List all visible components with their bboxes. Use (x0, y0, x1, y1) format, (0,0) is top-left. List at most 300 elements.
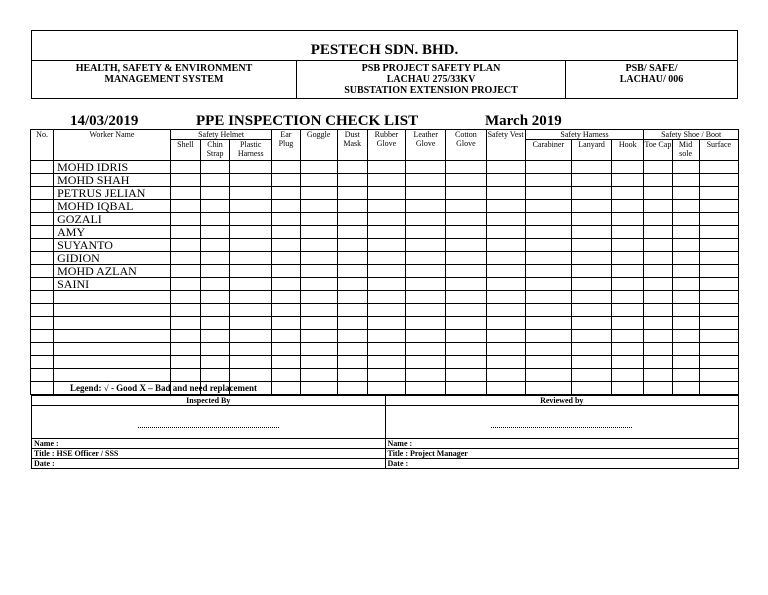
check-cell[interactable] (525, 174, 571, 187)
check-cell[interactable] (644, 304, 672, 317)
check-cell[interactable] (612, 239, 644, 252)
check-cell[interactable] (300, 317, 337, 330)
worker-name (54, 356, 171, 369)
check-cell[interactable] (230, 239, 272, 252)
check-cell[interactable] (525, 278, 571, 291)
check-cell[interactable] (230, 174, 272, 187)
check-cell[interactable] (486, 369, 525, 382)
check-cell[interactable] (200, 343, 229, 356)
check-cell[interactable] (672, 304, 699, 317)
check-cell[interactable] (367, 226, 405, 239)
inspector-date[interactable]: Date : (32, 459, 386, 469)
check-cell[interactable] (672, 369, 699, 382)
check-cell[interactable] (170, 304, 200, 317)
check-cell[interactable] (300, 278, 337, 291)
check-cell[interactable] (525, 317, 571, 330)
check-cell[interactable] (644, 382, 672, 395)
check-cell[interactable] (272, 382, 300, 395)
check-cell[interactable] (571, 382, 611, 395)
check-cell[interactable] (644, 187, 672, 200)
check-cell[interactable] (170, 330, 200, 343)
check-cell[interactable] (200, 317, 229, 330)
check-cell[interactable] (230, 187, 272, 200)
check-cell[interactable] (406, 317, 446, 330)
check-cell[interactable] (300, 174, 337, 187)
check-cell[interactable] (367, 200, 405, 213)
check-cell[interactable] (672, 239, 699, 252)
check-cell[interactable] (406, 252, 446, 265)
check-cell[interactable] (486, 187, 525, 200)
check-cell[interactable] (672, 252, 699, 265)
check-cell[interactable] (612, 382, 644, 395)
check-cell[interactable] (446, 226, 486, 239)
table-row (31, 330, 739, 343)
check-cell[interactable] (367, 330, 405, 343)
inspector-name[interactable]: Name : (32, 439, 386, 449)
check-cell[interactable] (300, 291, 337, 304)
check-cell[interactable] (170, 356, 200, 369)
check-cell[interactable] (486, 226, 525, 239)
check-cell[interactable] (672, 213, 699, 226)
check-cell[interactable] (367, 343, 405, 356)
check-cell[interactable] (272, 265, 300, 278)
check-cell[interactable] (699, 343, 738, 356)
check-cell[interactable] (486, 278, 525, 291)
check-cell[interactable] (446, 356, 486, 369)
check-cell[interactable] (699, 226, 738, 239)
check-cell[interactable] (367, 356, 405, 369)
check-cell[interactable] (170, 265, 200, 278)
check-cell[interactable] (571, 200, 611, 213)
check-cell[interactable] (337, 252, 367, 265)
check-cell[interactable] (337, 200, 367, 213)
check-cell[interactable] (200, 252, 229, 265)
check-cell[interactable] (571, 226, 611, 239)
check-cell[interactable] (644, 200, 672, 213)
check-cell[interactable] (200, 291, 229, 304)
check-cell[interactable] (170, 174, 200, 187)
check-cell[interactable] (571, 356, 611, 369)
check-cell[interactable] (446, 330, 486, 343)
check-cell[interactable] (672, 382, 699, 395)
check-cell[interactable] (699, 317, 738, 330)
check-cell[interactable] (644, 226, 672, 239)
check-cell[interactable] (644, 252, 672, 265)
check-cell[interactable] (672, 174, 699, 187)
check-cell[interactable] (200, 174, 229, 187)
check-cell[interactable] (672, 317, 699, 330)
check-cell[interactable] (612, 304, 644, 317)
check-cell[interactable] (486, 161, 525, 174)
check-cell[interactable] (446, 382, 486, 395)
check-cell[interactable] (525, 213, 571, 226)
check-cell[interactable] (406, 330, 446, 343)
check-cell[interactable] (571, 213, 611, 226)
check-cell[interactable] (300, 369, 337, 382)
check-cell[interactable] (300, 304, 337, 317)
check-cell[interactable] (699, 200, 738, 213)
check-cell[interactable] (571, 239, 611, 252)
check-cell[interactable] (525, 330, 571, 343)
row-number (31, 239, 54, 252)
check-cell[interactable] (644, 213, 672, 226)
check-cell[interactable] (672, 278, 699, 291)
check-cell[interactable] (486, 174, 525, 187)
check-cell[interactable] (612, 278, 644, 291)
check-cell[interactable] (337, 304, 367, 317)
check-cell[interactable] (337, 317, 367, 330)
check-cell[interactable] (571, 174, 611, 187)
check-cell[interactable] (612, 265, 644, 278)
check-cell[interactable] (170, 252, 200, 265)
check-cell[interactable] (644, 291, 672, 304)
reviewer-signature-field[interactable] (385, 406, 739, 439)
check-cell[interactable] (230, 265, 272, 278)
check-cell[interactable] (446, 161, 486, 174)
check-cell[interactable] (446, 343, 486, 356)
check-cell[interactable] (272, 252, 300, 265)
check-cell[interactable] (406, 226, 446, 239)
check-cell[interactable] (525, 252, 571, 265)
check-cell[interactable] (406, 382, 446, 395)
check-cell[interactable] (525, 369, 571, 382)
check-cell[interactable] (446, 187, 486, 200)
check-cell[interactable] (571, 304, 611, 317)
check-cell[interactable] (170, 343, 200, 356)
check-cell[interactable] (367, 369, 405, 382)
check-cell[interactable] (446, 239, 486, 252)
check-cell[interactable] (200, 369, 229, 382)
check-cell[interactable] (367, 304, 405, 317)
check-cell[interactable] (272, 239, 300, 252)
check-cell[interactable] (230, 369, 272, 382)
check-cell[interactable] (612, 369, 644, 382)
check-cell[interactable] (644, 343, 672, 356)
check-cell[interactable] (644, 265, 672, 278)
check-cell[interactable] (571, 369, 611, 382)
check-cell[interactable] (486, 200, 525, 213)
check-cell[interactable] (200, 187, 229, 200)
check-cell[interactable] (699, 356, 738, 369)
check-cell[interactable] (446, 291, 486, 304)
check-cell[interactable] (200, 278, 229, 291)
check-cell[interactable] (446, 200, 486, 213)
check-cell[interactable] (170, 239, 200, 252)
check-cell[interactable] (337, 369, 367, 382)
check-cell[interactable] (300, 161, 337, 174)
check-cell[interactable] (230, 291, 272, 304)
check-cell[interactable] (644, 174, 672, 187)
check-cell[interactable] (272, 226, 300, 239)
check-cell[interactable] (571, 330, 611, 343)
check-cell[interactable] (272, 330, 300, 343)
check-cell[interactable] (272, 304, 300, 317)
check-cell[interactable] (699, 304, 738, 317)
check-cell[interactable] (230, 343, 272, 356)
reviewer-name[interactable]: Name : (385, 439, 739, 449)
check-cell[interactable] (300, 356, 337, 369)
check-cell[interactable] (612, 356, 644, 369)
check-cell[interactable] (200, 356, 229, 369)
check-cell[interactable] (612, 161, 644, 174)
check-cell[interactable] (406, 356, 446, 369)
check-cell[interactable] (571, 343, 611, 356)
check-cell[interactable] (406, 174, 446, 187)
check-cell[interactable] (644, 278, 672, 291)
check-cell[interactable] (525, 343, 571, 356)
check-cell[interactable] (367, 317, 405, 330)
check-cell[interactable] (367, 278, 405, 291)
check-cell[interactable] (200, 265, 229, 278)
check-cell[interactable] (612, 187, 644, 200)
check-cell[interactable] (300, 200, 337, 213)
check-cell[interactable] (337, 356, 367, 369)
check-cell[interactable] (300, 343, 337, 356)
check-cell[interactable] (230, 304, 272, 317)
check-cell[interactable] (644, 161, 672, 174)
check-cell[interactable] (406, 161, 446, 174)
worker-name: MOHD AZLAN (54, 265, 171, 278)
check-cell[interactable] (446, 265, 486, 278)
check-cell[interactable] (699, 330, 738, 343)
check-cell[interactable] (337, 174, 367, 187)
check-cell[interactable] (406, 265, 446, 278)
check-cell[interactable] (170, 187, 200, 200)
check-cell[interactable] (367, 213, 405, 226)
inspection-date: 14/03/2019 (70, 113, 139, 129)
check-cell[interactable] (272, 278, 300, 291)
check-cell[interactable] (406, 187, 446, 200)
check-cell[interactable] (612, 317, 644, 330)
check-cell[interactable] (446, 174, 486, 187)
check-cell[interactable] (486, 343, 525, 356)
check-cell[interactable] (525, 226, 571, 239)
check-cell[interactable] (486, 317, 525, 330)
check-cell[interactable] (337, 161, 367, 174)
check-cell[interactable] (571, 161, 611, 174)
check-cell[interactable] (571, 265, 611, 278)
check-cell[interactable] (200, 304, 229, 317)
check-cell[interactable] (406, 239, 446, 252)
check-cell[interactable] (200, 200, 229, 213)
check-cell[interactable] (170, 291, 200, 304)
check-cell[interactable] (170, 200, 200, 213)
check-cell[interactable] (699, 174, 738, 187)
check-cell[interactable] (337, 278, 367, 291)
check-cell[interactable] (446, 213, 486, 226)
check-cell[interactable] (486, 213, 525, 226)
check-cell[interactable] (337, 239, 367, 252)
check-cell[interactable] (612, 213, 644, 226)
check-cell[interactable] (230, 200, 272, 213)
check-cell[interactable] (486, 252, 525, 265)
check-cell[interactable] (406, 213, 446, 226)
check-cell[interactable] (300, 330, 337, 343)
check-cell[interactable] (486, 239, 525, 252)
check-cell[interactable] (486, 330, 525, 343)
check-cell[interactable] (446, 252, 486, 265)
check-cell[interactable] (486, 304, 525, 317)
check-cell[interactable] (525, 304, 571, 317)
check-cell[interactable] (272, 356, 300, 369)
check-cell[interactable] (230, 330, 272, 343)
check-cell[interactable] (406, 369, 446, 382)
check-cell[interactable] (699, 161, 738, 174)
inspector-signature-field[interactable] (32, 406, 386, 439)
check-cell[interactable] (525, 356, 571, 369)
check-cell[interactable] (230, 317, 272, 330)
check-cell[interactable] (337, 330, 367, 343)
check-cell[interactable] (230, 226, 272, 239)
check-cell[interactable] (699, 369, 738, 382)
check-cell[interactable] (300, 213, 337, 226)
check-cell[interactable] (200, 330, 229, 343)
check-cell[interactable] (699, 382, 738, 395)
check-cell[interactable] (337, 343, 367, 356)
check-cell[interactable] (571, 317, 611, 330)
check-cell[interactable] (672, 343, 699, 356)
check-cell[interactable] (612, 330, 644, 343)
check-cell[interactable] (272, 174, 300, 187)
check-cell[interactable] (170, 161, 200, 174)
reviewer-title: Title : Project Manager (385, 449, 739, 459)
check-cell[interactable] (672, 265, 699, 278)
check-cell[interactable] (672, 187, 699, 200)
check-cell[interactable] (272, 187, 300, 200)
check-cell[interactable] (367, 382, 405, 395)
check-cell[interactable] (672, 200, 699, 213)
check-cell[interactable] (571, 187, 611, 200)
check-cell[interactable] (571, 278, 611, 291)
check-cell[interactable] (367, 291, 405, 304)
check-cell[interactable] (367, 187, 405, 200)
check-cell[interactable] (699, 187, 738, 200)
check-cell[interactable] (525, 265, 571, 278)
check-cell[interactable] (406, 278, 446, 291)
check-cell[interactable] (699, 291, 738, 304)
check-cell[interactable] (612, 252, 644, 265)
check-cell[interactable] (337, 226, 367, 239)
check-cell[interactable] (612, 200, 644, 213)
check-cell[interactable] (272, 200, 300, 213)
check-cell[interactable] (272, 343, 300, 356)
check-cell[interactable] (525, 187, 571, 200)
check-cell[interactable] (644, 330, 672, 343)
check-cell[interactable] (170, 278, 200, 291)
check-cell[interactable] (300, 382, 337, 395)
check-cell[interactable] (200, 161, 229, 174)
check-cell[interactable] (486, 265, 525, 278)
check-cell[interactable] (170, 369, 200, 382)
check-cell[interactable] (200, 239, 229, 252)
check-cell[interactable] (644, 369, 672, 382)
check-cell[interactable] (612, 226, 644, 239)
check-cell[interactable] (337, 187, 367, 200)
check-cell[interactable] (406, 200, 446, 213)
check-cell[interactable] (300, 239, 337, 252)
check-cell[interactable] (337, 382, 367, 395)
check-cell[interactable] (367, 174, 405, 187)
check-cell[interactable] (272, 213, 300, 226)
check-cell[interactable] (300, 226, 337, 239)
check-cell[interactable] (230, 356, 272, 369)
check-cell[interactable] (230, 278, 272, 291)
check-cell[interactable] (272, 291, 300, 304)
check-cell[interactable] (272, 317, 300, 330)
check-cell[interactable] (446, 317, 486, 330)
check-cell[interactable] (337, 291, 367, 304)
legend: Legend: √ - Good X – Bad and need replacement (70, 383, 258, 393)
check-cell[interactable] (612, 291, 644, 304)
check-cell[interactable] (170, 213, 200, 226)
check-cell[interactable] (337, 213, 367, 226)
check-cell[interactable] (337, 265, 367, 278)
check-cell[interactable] (571, 252, 611, 265)
company-name: PESTECH SDN. BHD. (32, 31, 737, 61)
check-cell[interactable] (699, 252, 738, 265)
col-plastic-harness: Plastic Harness (230, 140, 272, 161)
check-cell[interactable] (446, 278, 486, 291)
check-cell[interactable] (644, 356, 672, 369)
check-cell[interactable] (486, 291, 525, 304)
check-cell[interactable] (200, 226, 229, 239)
check-cell[interactable] (200, 213, 229, 226)
check-cell[interactable] (272, 161, 300, 174)
check-cell[interactable] (367, 252, 405, 265)
check-cell[interactable] (525, 200, 571, 213)
check-cell[interactable] (406, 343, 446, 356)
check-cell[interactable] (406, 304, 446, 317)
check-cell[interactable] (300, 252, 337, 265)
check-cell[interactable] (672, 291, 699, 304)
check-cell[interactable] (367, 265, 405, 278)
check-cell[interactable] (525, 239, 571, 252)
check-cell[interactable] (486, 356, 525, 369)
check-cell[interactable] (272, 369, 300, 382)
check-cell[interactable] (170, 317, 200, 330)
check-cell[interactable] (525, 161, 571, 174)
check-cell[interactable] (612, 174, 644, 187)
check-cell[interactable] (230, 213, 272, 226)
check-cell[interactable] (699, 213, 738, 226)
check-cell[interactable] (672, 226, 699, 239)
check-cell[interactable] (571, 291, 611, 304)
check-cell[interactable] (230, 252, 272, 265)
check-cell[interactable] (699, 265, 738, 278)
check-cell[interactable] (486, 382, 525, 395)
reviewer-date[interactable]: Date : (385, 459, 739, 469)
check-cell[interactable] (367, 239, 405, 252)
check-cell[interactable] (367, 161, 405, 174)
check-cell[interactable] (644, 317, 672, 330)
check-cell[interactable] (446, 369, 486, 382)
check-cell[interactable] (525, 382, 571, 395)
check-cell[interactable] (672, 356, 699, 369)
check-cell[interactable] (300, 265, 337, 278)
check-cell[interactable] (525, 291, 571, 304)
check-cell[interactable] (672, 161, 699, 174)
check-cell[interactable] (672, 330, 699, 343)
check-cell[interactable] (699, 278, 738, 291)
check-cell[interactable] (170, 226, 200, 239)
check-cell[interactable] (699, 239, 738, 252)
check-cell[interactable] (612, 343, 644, 356)
check-cell[interactable] (300, 187, 337, 200)
check-cell[interactable] (446, 304, 486, 317)
check-cell[interactable] (406, 291, 446, 304)
check-cell[interactable] (644, 239, 672, 252)
check-cell[interactable] (230, 161, 272, 174)
